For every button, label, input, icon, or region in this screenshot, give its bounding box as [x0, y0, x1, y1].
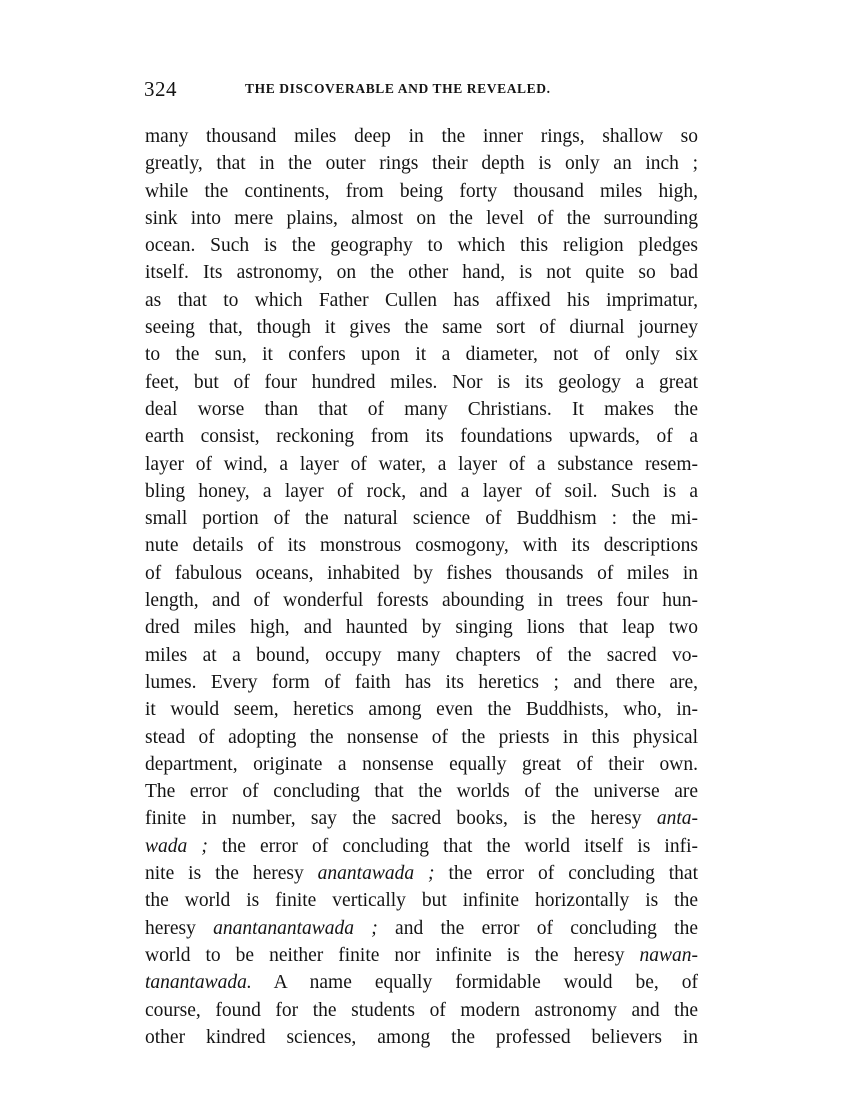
- text-line: deal worse than that of many Christians. It makes the: [145, 398, 698, 420]
- text-line: to the sun, it confers upon it a diameter, not of only six: [145, 344, 698, 366]
- text-line: of fabulous oceans, inhabited by fishes thousands of miles in: [145, 562, 698, 584]
- text-line: greatly, that in the outer rings their depth is only an inch ;: [145, 153, 698, 175]
- text-line: wada ; the error of concluding that the world itself is infi-: [145, 835, 698, 857]
- text-line: finite in number, say the sacred books, is the heresy anta-: [145, 808, 698, 830]
- text-line: course, found for the students of modern astronomy and the: [145, 999, 698, 1021]
- text-line: earth consist, reckoning from its foundations upwards, of a: [145, 426, 698, 448]
- text-line: stead of adopting the nonsense of the priests in this physical: [145, 726, 698, 748]
- text-line: The error of concluding that the worlds of the universe are: [145, 781, 698, 803]
- body-text: [145, 123, 698, 1051]
- italic-term: anta-: [656, 808, 698, 830]
- page-number: 324: [144, 77, 177, 101]
- text-line: itself. Its astronomy, on the other hand, is not quite so bad: [145, 262, 698, 284]
- italic-term: anantanantawada ;: [213, 917, 378, 939]
- text-line: many thousand miles deep in the inner rings, shallow so: [145, 126, 698, 147]
- text-line: bling honey, a layer of rock, and a layer of soil. Such is a: [145, 480, 698, 502]
- text-line: as that to which Father Cullen has affixed his imprimatur,: [145, 289, 698, 311]
- text-line: the world is finite vertically but infinite horizontally is the: [145, 890, 698, 912]
- italic-term: tanantawada.: [145, 972, 252, 994]
- italic-term: nawan-: [639, 944, 698, 966]
- text-line: miles at a bound, occupy many chapters of the sacred vo-: [145, 644, 698, 666]
- text-line: feet, but of four hundred miles. Nor is its geology a great: [145, 371, 698, 393]
- running-title: THE DISCOVERABLE AND THE REVEALED.: [245, 81, 551, 96]
- text-line: other kindred sciences, among the professed believers in: [145, 1026, 698, 1048]
- text-line: seeing that, though it gives the same sort of diurnal journey: [145, 317, 698, 339]
- text-line: department, originate a nonsense equally great of their own.: [145, 753, 698, 775]
- italic-term: anantawada ;: [317, 863, 435, 885]
- text-line: while the continents, from being forty thousand miles high,: [145, 180, 698, 202]
- text-line: ocean. Such is the geography to which this religion pledges: [145, 235, 698, 257]
- text-line: nute details of its monstrous cosmogony, with its descriptions: [145, 535, 698, 557]
- text-line: dred miles high, and haunted by singing lions that leap two: [145, 617, 698, 639]
- running-head: [144, 76, 700, 102]
- text-line: tanantawada. A name equally formidable would be, of: [145, 972, 698, 994]
- text-line: small portion of the natural science of Buddhism : the mi-: [145, 508, 698, 530]
- text-line: heresy anantanantawada ; and the error of concluding the: [145, 917, 698, 939]
- text-line: it would seem, heretics among even the Buddhists, who, in-: [145, 699, 698, 721]
- text-line: sink into mere plains, almost on the level of the surrounding: [145, 207, 698, 229]
- text-line: length, and of wonderful forests abounding in trees four hun-: [145, 590, 698, 612]
- text-line: layer of wind, a layer of water, a layer of a substance resem-: [145, 453, 698, 475]
- text-line: nite is the heresy anantawada ; the error of concluding that: [145, 863, 698, 885]
- text-line: lumes. Every form of faith has its heretics ; and there are,: [145, 671, 698, 693]
- text-line: world to be neither finite nor infinite is the heresy nawan-: [145, 944, 698, 966]
- italic-term: wada ;: [145, 835, 208, 857]
